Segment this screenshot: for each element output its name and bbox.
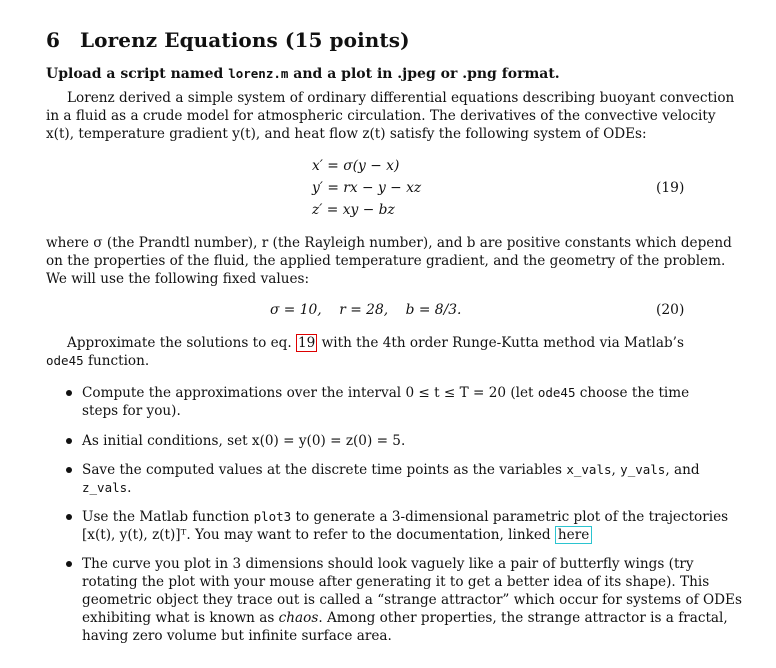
bullet-3-line-1 (82, 461, 700, 479)
equation-number-20: (20) (656, 302, 685, 318)
bullet-4-line-2 (82, 526, 592, 544)
bullet-5-line-4 (82, 609, 728, 627)
bullet-1-line-2: steps for you). (82, 403, 181, 419)
z-vals-code: z_vals (82, 480, 128, 495)
intro-line-2: in a fluid as a crude model for atmospheric circulation. The derivatives of the convective velocity (46, 108, 716, 124)
equation-z-prime: z′ = xy − bz (312, 202, 395, 218)
bullet-marker (66, 561, 72, 567)
bullet-5-line-3: geometric object they trace out is called a “strange attractor” which occur for systems of ODEs (82, 592, 742, 608)
script-filename: lorenz.m (228, 66, 289, 81)
bullet-2-line: As initial conditions, set x(0) = y(0) = z(0) = 5. (82, 433, 406, 449)
section-title: Lorenz Equations (15 points) (80, 28, 410, 52)
section-number: 6 (46, 28, 61, 52)
x-vals-code: x_vals (566, 462, 612, 477)
bullet-3-and: , and (665, 462, 700, 478)
equation-x-prime: x′ = σ(y − x) (312, 158, 400, 174)
bullet-5-line-5: having zero volume but infinite surface area. (82, 628, 392, 644)
chaos-emphasis: chaos (278, 610, 319, 626)
bullet-marker (66, 390, 72, 396)
bullet-4-line-1 (82, 508, 729, 526)
params-line-1: where σ (the Prandtl number), r (the Rayleigh number), and b are positive constants which depend (46, 235, 732, 251)
bullet-marker (66, 514, 72, 520)
intro-line-1: Lorenz derived a simple system of ordinary differential equations describing buoyant convection (67, 90, 735, 106)
bullet-5-line4-pre: exhibiting what is known as (82, 610, 279, 626)
instruction-text-post: and a plot in .jpeg or .png format. (288, 66, 560, 82)
approx-text-pre: Approximate the solutions to eq. (67, 335, 296, 351)
bullet-1-text-post: choose the time (575, 385, 690, 401)
bullet-5-line-1: The curve you plot in 3 dimensions should look vaguely like a pair of butterfly wings (try (82, 556, 694, 572)
equation-ref-link[interactable]: 19 (298, 335, 316, 351)
intro-line-3: x(t), temperature gradient y(t), and heat flow z(t) satisfy the following system of ODEs: (46, 126, 647, 142)
bullet-4-text-pre: Use the Matlab function (82, 509, 254, 525)
bullet-5-line-2: rotating the plot with your mouse after generating it to get a better idea of its shape). This (82, 574, 710, 590)
bullet-marker (66, 438, 72, 444)
bullet-1-text-pre: Compute the approximations over the interval 0 ≤ t ≤ T = 20 (let (82, 385, 538, 401)
instruction-text-pre: Upload a script named (46, 66, 229, 82)
ode45-code: ode45 (46, 353, 84, 368)
bullet-4-line2-text: [x(t), y(t), z(t)]ᵀ. You may want to refer to the documentation, linked (82, 527, 555, 543)
intro-paragraph (46, 89, 735, 107)
bullet-3-line-2 (82, 479, 131, 497)
bullet-3-text-pre: Save the computed values at the discrete time points as the variables (82, 462, 567, 478)
params-line-3: We will use the following fixed values: (46, 271, 310, 287)
bullet-1-line-1 (82, 384, 690, 402)
approx-line2-text: function. (83, 353, 150, 369)
params-line-2: on the properties of the fluid, the applied temperature gradient, and the geometry of the problem. (46, 253, 726, 269)
section-heading (46, 28, 410, 52)
bullet-marker (66, 467, 72, 473)
approx-line-1 (67, 334, 684, 352)
bullet-4-text-post: to generate a 3-dimensional parametric plot of the trajectories (291, 509, 729, 525)
approx-text-post: with the 4th order Runge-Kutta method via Matlab’s (317, 335, 684, 351)
plot3-code: plot3 (253, 509, 292, 524)
approx-line-2 (46, 352, 149, 370)
upload-instruction (46, 66, 560, 82)
equation-number-19: (19) (656, 180, 685, 196)
equation-y-prime: y′ = rx − y − xz (312, 180, 422, 196)
y-vals-code: y_vals (620, 462, 666, 477)
bullet-3-sep: , (611, 462, 621, 478)
ode45-code: ode45 (537, 385, 576, 400)
bullet-3-end: . (127, 480, 132, 496)
documentation-link[interactable]: here (555, 526, 592, 544)
bullet-5-line4-post: . Among other properties, the strange attractor is a fractal, (318, 610, 728, 626)
constants-equation: σ = 10, r = 28, b = 8/3. (270, 302, 462, 318)
